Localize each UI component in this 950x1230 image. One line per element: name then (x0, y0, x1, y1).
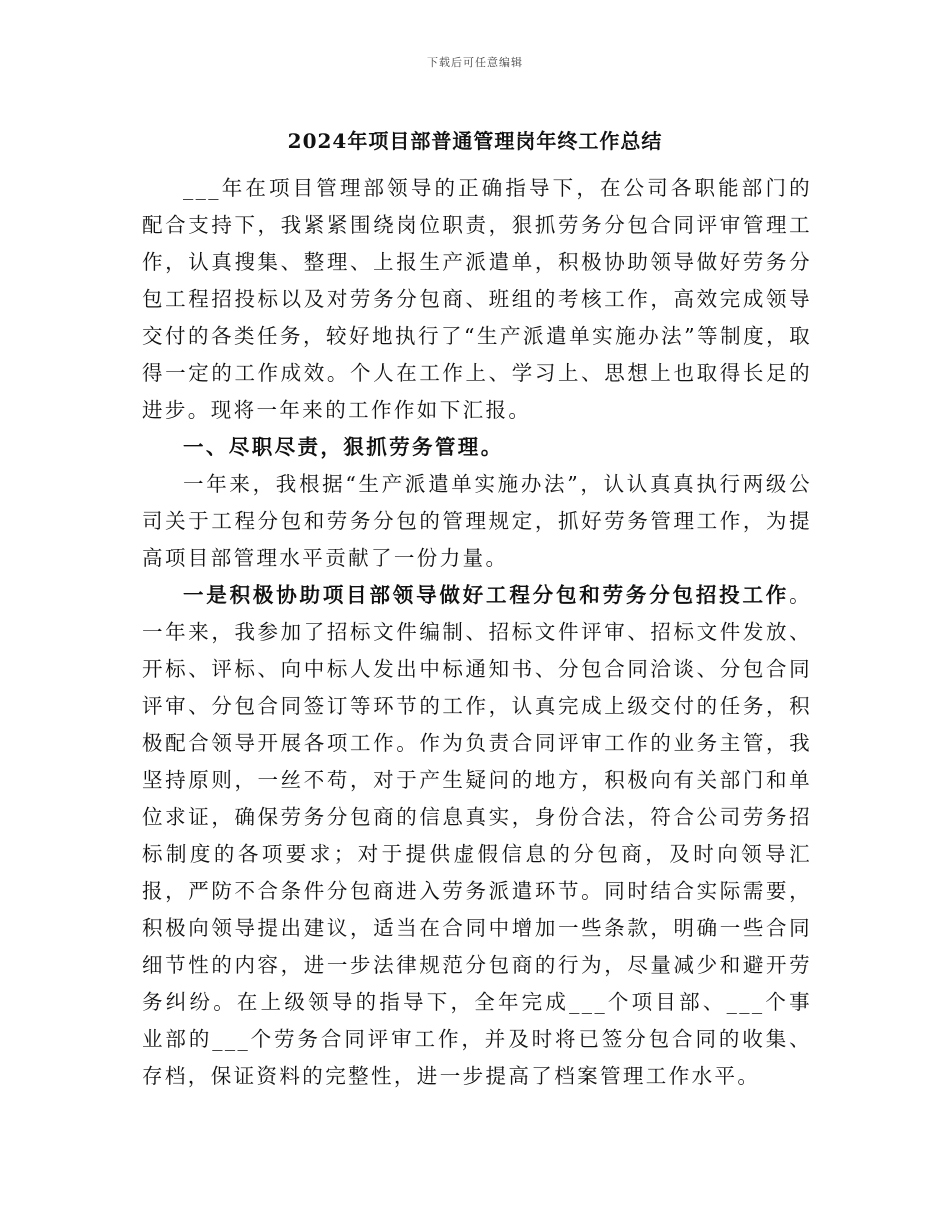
intro-paragraph: ___年在项目管理部领导的正确指导下，在公司各职能部门的配合支持下，我紧紧围绕岗位职责，狠抓劳务分包合同评审管理工作，认真搜集、整理、上报生产派遣单，积极协助领导做好劳务分包工程招投标以及对劳务分包商、班组的考核工作，高效完成领导交付的各类任务，较好地执行了“生产派遣单实施办法”等制度，取得一定的工作成效。个人在工作上、学习上、思想上也取得长足的进步。现将一年来的工作作如下汇报。 (142, 176, 812, 422)
point-body: 。一年来，我参加了招标文件编制、招标文件评审、招标文件发放、开标、评标、向中标人发出中标通知书、分包合同洽谈、分包合同评审、分包合同签订等环节的工作，认真完成上级交付的任务，积极配合领导开展各项工作。作为负责合同评审工作的业务主管，我坚持原则，一丝不苟，对于产生疑问的地方，积极向有关部门和单位求证，确保劳务分包商的信息真实，身份合法，符合公司劳务招标制度的各项要求；对于提供虚假信息的分包商，及时向领导汇报，严防不合条件分包商进入劳务派遣环节。同时结合实际需要，积极向领导提出建议，适当在合同中增加一些条款，明确一些合同细节性的内容，进一步法律规范分包商的行为，尽量减少和避开劳务纠纷。在上级领导的指导下，全年完成___个项目部、___个事业部的___个劳务合同评审工作，并及时将已签分包合同的收集、存档，保证资料的完整性，进一步提高了档案管理工作水平。 (142, 583, 812, 1088)
point-paragraph (142, 577, 812, 1095)
header-note: 下载后可任意编辑 (427, 56, 523, 69)
section-heading: 一、尽职尽责，狠抓劳务管理。 (183, 435, 504, 459)
section-paragraph: 一年来，我根据“生产派遣单实施办法”，认认真真执行两级公司关于工程分包和劳务分包的管理规定，抓好劳务管理工作，为提高项目部管理水平贡献了一份力量。 (142, 472, 812, 570)
document-body (142, 170, 812, 1095)
point-lead: 一是积极协助项目部领导做好工程分包和劳务分包招投工作 (183, 583, 790, 607)
document-title: 2024年项目部普通管理岗年终工作总结 (287, 129, 663, 153)
